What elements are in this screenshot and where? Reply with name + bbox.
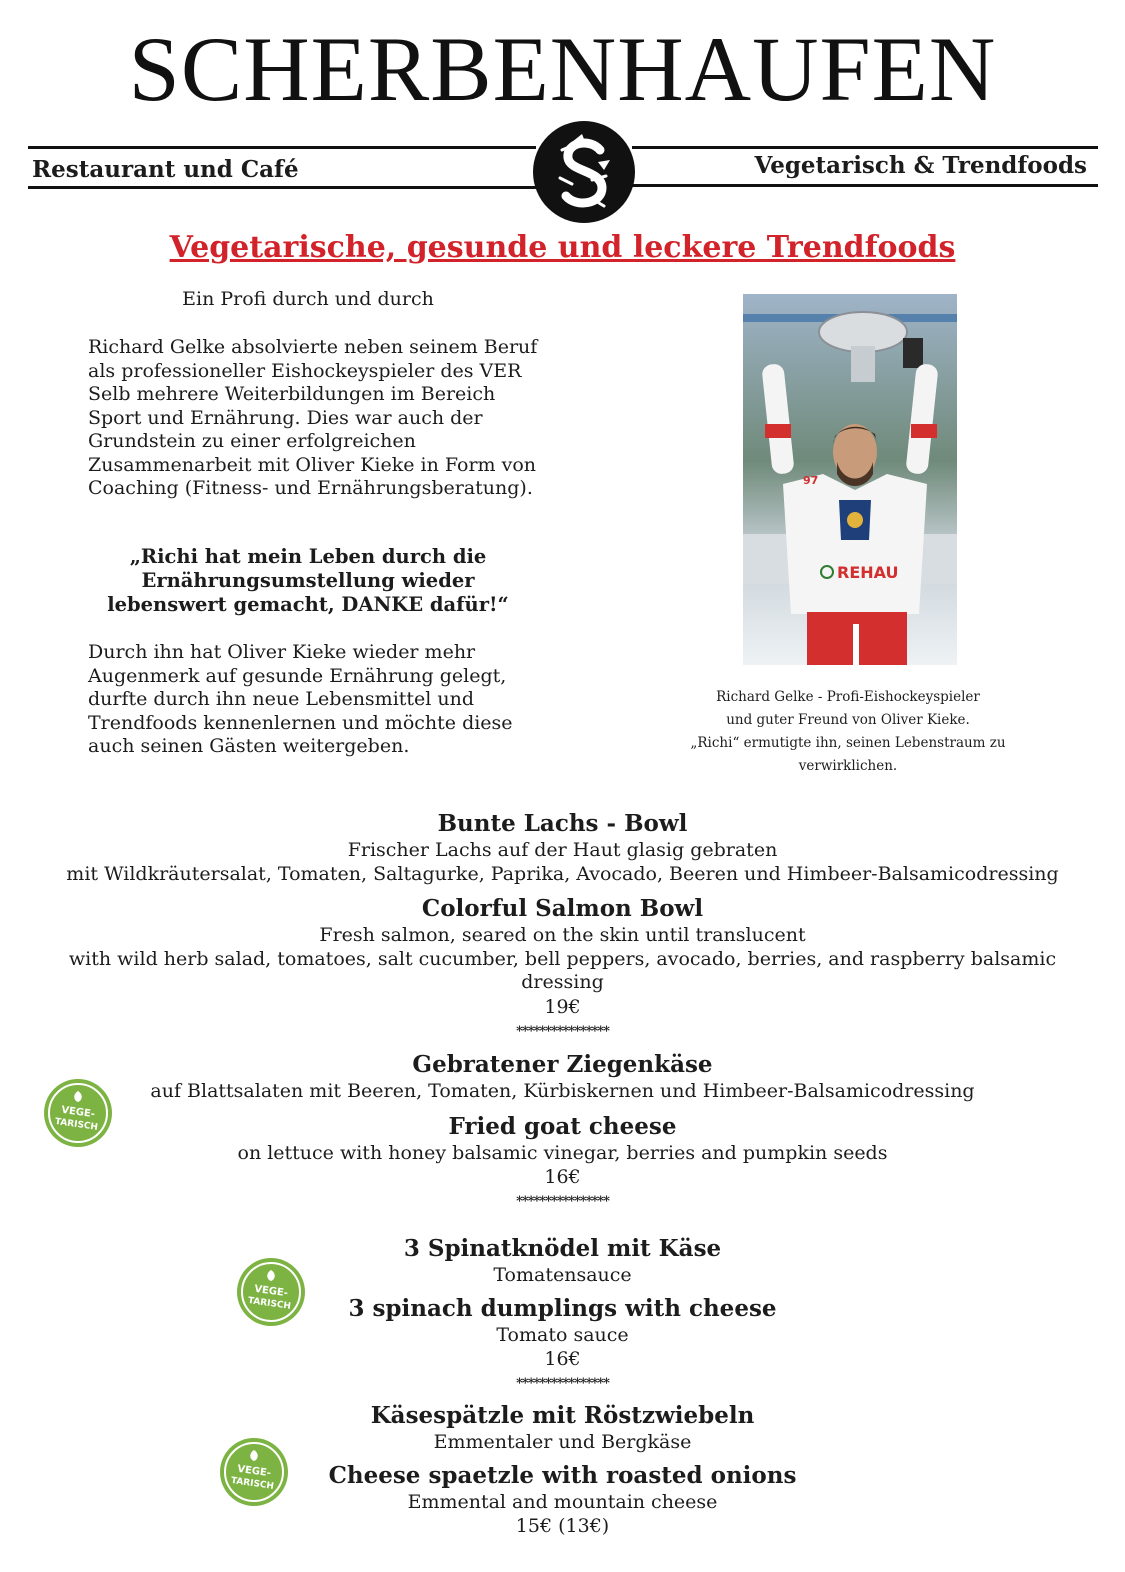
badge-text-1: VEGE- (60, 1104, 96, 1121)
dish-price: 15€ (13€) (515, 1515, 610, 1537)
menu-item-spinach-dumplings (30, 1234, 1095, 1391)
dish-desc-en-2: with wild herb salad, tomatoes, salt cucumber, bell peppers, avocado, berries, and raspberry balsamic dressing (68, 947, 1057, 993)
badge-text-1: VEGE- (253, 1283, 289, 1300)
intro-paragraph-2: Durch ihn hat Oliver Kieke wieder mehr Augenmerk auf gesunde Ernährung gelegt, durfte durch ihn neue Lebensmittel und Trendfoods kennenlernen und möchte diese auch seinen Gästen weitergeben. (88, 641, 513, 757)
dish-price: 16€ (544, 1166, 581, 1188)
vegetarian-badge-icon (236, 1257, 306, 1327)
jersey-brand: REHAU (837, 563, 899, 582)
subtitle-vegetarian-trendfoods: Vegetarisch & Trendfoods (754, 152, 1087, 179)
caption-line-2: und guter Freund von Oliver Kieke. (726, 712, 970, 728)
subtitle-restaurant-cafe: Restaurant und Café (32, 156, 299, 183)
header-rule-bottom-right (632, 184, 1098, 187)
dish-desc-en-1: on lettuce with honey balsamic vinegar, berries and pumpkin seeds (237, 1141, 888, 1164)
vegetarian-badge-icon (219, 1437, 289, 1507)
dish-price: 16€ (544, 1348, 581, 1370)
dish-desc-de-1: Tomatensauce (493, 1264, 632, 1286)
dish-desc-de-1: Frischer Lachs auf der Haut glasig gebraten (347, 839, 778, 861)
caption-line-1: Richard Gelke - Profi-Eishockeyspieler (716, 689, 980, 705)
headline: Vegetarische, gesunde und leckere Trendfoods (169, 230, 956, 265)
header-rule-top-right (632, 146, 1098, 149)
hockey-player-photo (743, 294, 957, 665)
dish-title-de: 3 Spinatknödel mit Käse (403, 1235, 722, 1262)
menu-item-goat-cheese (30, 1050, 1095, 1209)
menu-item-cheese-spaetzle (30, 1401, 1095, 1538)
dish-title-de: Gebratener Ziegenkäse (412, 1051, 713, 1078)
caption-line-4: verwirklichen. (798, 758, 898, 774)
separator: **************** (516, 1023, 609, 1039)
separator: **************** (516, 1376, 609, 1391)
badge-text-2: TARISCH (54, 1116, 99, 1133)
menu-item-salmon-bowl (30, 809, 1095, 1039)
dish-desc-de-1: auf Blattsalaten mit Beeren, Tomaten, Kürbiskernen und Himbeer-Balsamicodressing (150, 1080, 975, 1102)
dish-desc-en-1: Emmental and mountain cheese (407, 1490, 718, 1513)
header-rule-bottom-left (28, 186, 536, 189)
dish-title-en: Colorful Salmon Bowl (421, 895, 704, 922)
intro-paragraph-1: Richard Gelke absolvierte neben seinem Beruf als professioneller Eishockeyspieler des VER Selb mehrere Weiterbildungen im Bereich Sport und Ernährung. Dies war auch der Grundstein zu einer erfolgreichen Zusammenarbeit mit Oliver Kieke in Form von Coaching (Fitness- und Ernährungsberatung). (88, 336, 538, 499)
dish-title-de: Bunte Lachs - Bowl (437, 810, 688, 837)
photo-caption (672, 686, 1024, 778)
dish-title-en: Cheese spaetzle with roasted onions (328, 1461, 797, 1489)
dish-desc-en-1: Fresh salmon, seared on the skin until translucent (319, 924, 806, 946)
separator: **************** (516, 1194, 609, 1209)
dish-desc-de-2: mit Wildkräutersalat, Tomaten, Saltagurke, Paprika, Avocado, Beeren und Himbeer-Balsamicodressing (66, 862, 1059, 885)
dish-title-en: 3 spinach dumplings with cheese (348, 1294, 777, 1322)
intro-quote: „Richi hat mein Leben durch die Ernährungsumstellung wieder lebenswert gemacht, DANKE dafür!“ (107, 545, 509, 616)
vegetarian-badge-icon (43, 1078, 113, 1148)
dish-title-de: Käsespätzle mit Röstzwiebeln (370, 1402, 755, 1429)
dish-title-en: Fried goat cheese (448, 1112, 677, 1140)
header-rule-top-left (28, 146, 536, 149)
jersey-number: 97 (803, 474, 819, 487)
s-monogram-logo-icon (532, 120, 636, 224)
dish-desc-en-1: Tomato sauce (496, 1323, 629, 1346)
badge-text-2: TARISCH (230, 1475, 275, 1492)
badge-text-2: TARISCH (247, 1295, 292, 1312)
intro-heading: Ein Profi durch und durch (182, 288, 434, 310)
restaurant-title: SCHERBENHAUFEN (128, 18, 997, 120)
dish-price: 19€ (544, 995, 581, 1018)
dish-desc-de-1: Emmentaler und Bergkäse (433, 1431, 692, 1453)
caption-line-3: „Richi“ ermutigte ihn, seinen Lebenstraum zu (690, 735, 1006, 751)
badge-text-1: VEGE- (236, 1463, 272, 1480)
